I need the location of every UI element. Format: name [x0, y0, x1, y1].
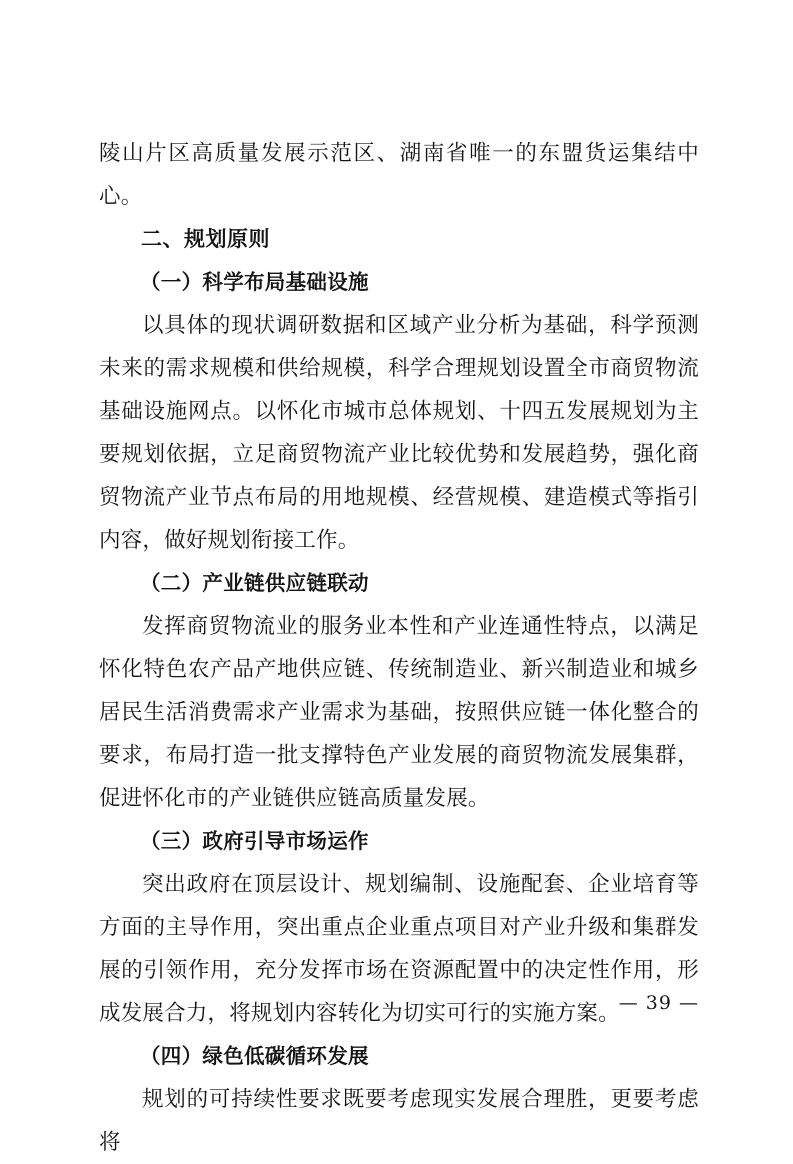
section-heading: 二、规划原则	[141, 227, 270, 251]
page-number: — 39 —	[618, 992, 699, 1014]
paragraph-3: 突出政府在顶层设计、规划编制、设施配套、企业培育等方面的主导作用，突出重点企业重点项目对产业升级和集群发展的引领作用，充分发挥市场在资源配置中的决定性作用，形成发展合力，将规划内容转化为切实可行的实施方案。	[99, 872, 699, 1026]
document-body	[99, 132, 699, 1164]
paragraph-1: 以具体的现状调研数据和区域产业分析为基础，科学预测未来的需求规模和供给规模，科学合理规划设置全市商贸物流基础设施网点。以怀化市城市总体规划、十四五发展规划为主要规划依据，立足商贸物流产业比较优势和发展趋势，强化商贸物流产业节点布局的用地规模、经营规模、建造模式等指引内容，做好规划衔接工作。	[99, 313, 699, 553]
subsection-heading-1: （一）科学布局基础设施	[140, 270, 369, 294]
paragraph-continuation: 陵山片区高质量发展示范区、湖南省唯一的东盟货运集结中心。	[99, 141, 699, 209]
paragraph-4: 规划的可持续性要求既要考虑现实发展合理胜，更要考虑将	[99, 1087, 699, 1155]
subsection-heading-3: （三）政府引导市场运作	[140, 829, 369, 853]
paragraph-2: 发挥商贸物流业的服务业本性和产业连通性特点，以满足怀化特色农产品产地供应链、传统制造业、新兴制造业和城乡居民生活消费需求产业需求为基础，按照供应链一体化整合的要求，布局打造一批支撑特色产业发展的商贸物流发展集群，促进怀化市的产业链供应链高质量发展。	[99, 614, 699, 811]
subsection-heading-4: （四）绿色低碳循环发展	[140, 1044, 369, 1068]
subsection-heading-2: （二）产业链供应链联动	[140, 571, 369, 595]
